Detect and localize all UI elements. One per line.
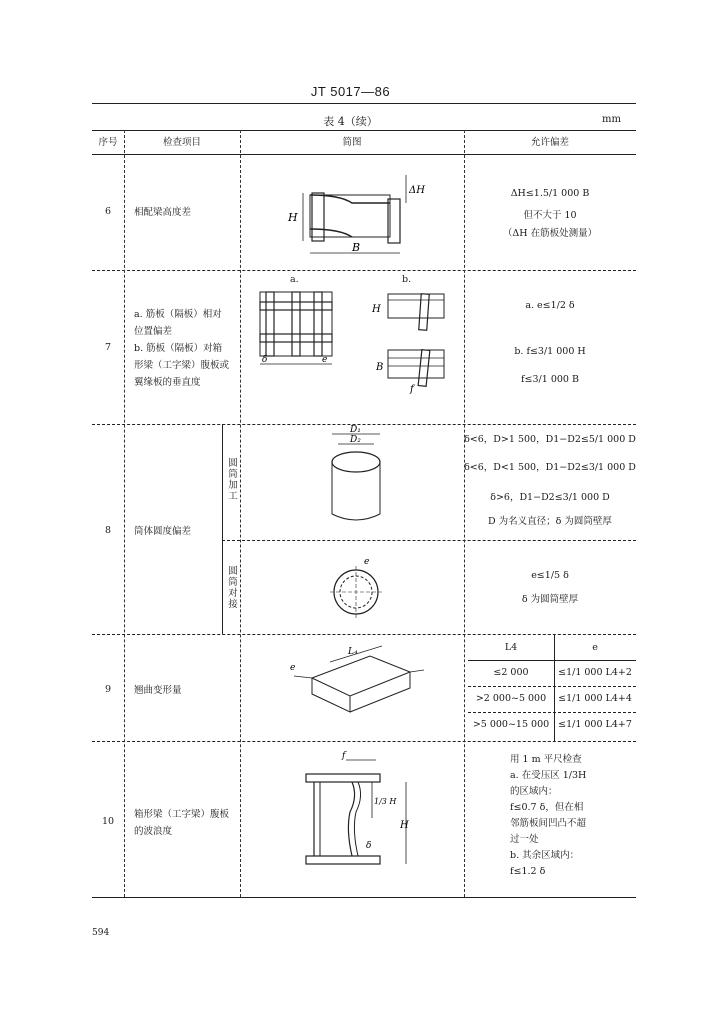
row-6-item: 相配梁高度差 bbox=[134, 207, 192, 218]
row-9-subheader-e: e bbox=[592, 642, 598, 653]
row-10-tol-line: 用 1 m 平尺检查 bbox=[510, 754, 582, 765]
row-7-tol-b: b. f≤3/1 000 H bbox=[514, 346, 586, 357]
svg-text:D₁: D₁ bbox=[350, 425, 361, 435]
row-9-warp-diagram bbox=[290, 648, 430, 718]
row-6-tol-limit: 但不大于 10 bbox=[523, 210, 577, 221]
row-8-no: 8 bbox=[104, 525, 112, 536]
svg-text:H: H bbox=[400, 820, 409, 831]
svg-text:H: H bbox=[288, 211, 298, 224]
row-8-tol-note: D 为名义直径；δ 为圆筒壁厚 bbox=[488, 516, 612, 527]
row-8-item: 筒体圆度偏差 bbox=[134, 526, 192, 537]
row-7-fig-b-label: b. bbox=[402, 274, 412, 285]
svg-text:L₄: L₄ bbox=[348, 647, 358, 657]
col-header-figure: 简图 bbox=[342, 137, 362, 148]
row-10-no: 10 bbox=[101, 816, 115, 827]
row-10-item-list bbox=[134, 806, 238, 840]
row-9-e-3: ≤1/1 000 L4+7 bbox=[558, 719, 632, 730]
row-8-tol-3: δ>6，D1−D2≤3/1 000 D bbox=[490, 492, 610, 503]
row-10-tol-list bbox=[510, 752, 634, 880]
svg-text:D₂: D₂ bbox=[350, 435, 361, 445]
row-10-item-line: 的波浪度 bbox=[134, 826, 173, 837]
svg-text:f: f bbox=[342, 751, 346, 761]
svg-text:f: f bbox=[410, 384, 414, 395]
col-header-no: 序号 bbox=[98, 137, 118, 148]
row-6-tol-formula: ΔH≤1.5/1 000 B bbox=[510, 188, 590, 199]
row-9-item: 翘曲变形量 bbox=[134, 685, 182, 696]
row-6-beam-height-diagram bbox=[270, 165, 430, 265]
svg-text:H: H bbox=[372, 304, 381, 315]
row-8-sub-label-machining: 圆筒加工 bbox=[228, 458, 238, 502]
svg-text:e: e bbox=[364, 557, 370, 567]
row-10-tol-line: 过一处 bbox=[510, 834, 539, 845]
svg-text:δ: δ bbox=[366, 841, 372, 851]
row-7-item-line: 翼缘板的垂直度 bbox=[134, 377, 201, 388]
header-rule bbox=[92, 103, 636, 104]
row-7-item-line: b. 筋板（隔板）对箱 bbox=[134, 343, 223, 354]
row-10-tol-line: a. 在受压区 1/3H bbox=[510, 770, 587, 781]
row-7-rib-perpendicularity-diagram bbox=[370, 288, 450, 400]
row-7-rib-position-diagram bbox=[256, 288, 336, 370]
table-caption: 表 4（续） bbox=[323, 115, 378, 128]
row-10-tol-line: f≤1.2 δ bbox=[510, 866, 546, 877]
row-9-length-3: >5 000~15 000 bbox=[472, 719, 550, 730]
col-header-item: 检查项目 bbox=[162, 137, 201, 148]
row-9-subheader-length: L4 bbox=[504, 642, 518, 653]
row-9-e-1: ≤1/1 000 L4+2 bbox=[558, 667, 632, 678]
row-8-cylinder-diagram bbox=[318, 425, 398, 532]
svg-text:B: B bbox=[352, 241, 361, 254]
document-standard-header: JT 5017—86 bbox=[310, 84, 391, 99]
row-9-e-2: ≤1/1 000 L4+4 bbox=[558, 693, 632, 704]
row-8-tol-butt: e≤1/5 δ bbox=[531, 570, 569, 581]
row-6-no: 6 bbox=[104, 206, 112, 217]
row-9-length-1: ≤2 000 bbox=[493, 667, 529, 678]
svg-text:B: B bbox=[376, 362, 384, 373]
row-8-tol-butt-note: δ 为圆筒壁厚 bbox=[521, 594, 579, 605]
row-10-tol-line: 邻筋板间凹凸不超 bbox=[510, 818, 587, 829]
row-10-tol-line: 的区域内： bbox=[510, 786, 558, 797]
svg-text:e: e bbox=[290, 663, 296, 673]
row-10-item-line: 箱形梁（工字梁）腹板 bbox=[134, 809, 230, 820]
row-7-item-line: 形梁（工字梁）腹板或 bbox=[134, 360, 230, 371]
row-8-sub-label-butt-joint: 圆筒对接 bbox=[228, 566, 238, 610]
page-number: 594 bbox=[92, 928, 110, 938]
row-7-tol-b2: f≤3/1 000 B bbox=[521, 374, 579, 385]
svg-text:e: e bbox=[322, 355, 328, 365]
row-9-length-2: >2 000~5 000 bbox=[475, 693, 547, 704]
row-7-item-line: a. 筋板（隔板）相对 bbox=[134, 309, 222, 320]
svg-text:ΔH: ΔH bbox=[409, 185, 425, 196]
row-6-tol-note: （ΔH 在筋板处测量） bbox=[502, 228, 598, 239]
row-7-fig-a-label: a. bbox=[290, 274, 299, 285]
row-7-item-line: 位置偏差 bbox=[134, 326, 173, 337]
col-header-tolerance: 允许偏差 bbox=[530, 137, 569, 148]
row-9-no: 9 bbox=[104, 684, 112, 695]
row-8-butt-joint-diagram bbox=[330, 556, 390, 620]
row-10-tol-line: b. 其余区域内： bbox=[510, 850, 580, 861]
row-10-tol-line: f≤0.7 δ，但在相 bbox=[510, 802, 584, 813]
row-8-tol-2: δ<6，D<1 500，D1−D2≤3/1 000 D bbox=[464, 462, 636, 473]
row-7-no: 7 bbox=[104, 342, 112, 353]
svg-text:δ: δ bbox=[262, 355, 268, 365]
svg-text:1/3 H: 1/3 H bbox=[374, 797, 397, 806]
row-8-tol-1: δ<6，D>1 500，D1−D2≤5/1 000 D bbox=[464, 434, 636, 445]
table-unit: mm bbox=[602, 114, 621, 125]
row-7-item-list bbox=[134, 306, 238, 391]
row-10-web-waviness-diagram bbox=[296, 751, 426, 876]
row-7-tol-a: a. e≤1/2 δ bbox=[525, 300, 575, 311]
